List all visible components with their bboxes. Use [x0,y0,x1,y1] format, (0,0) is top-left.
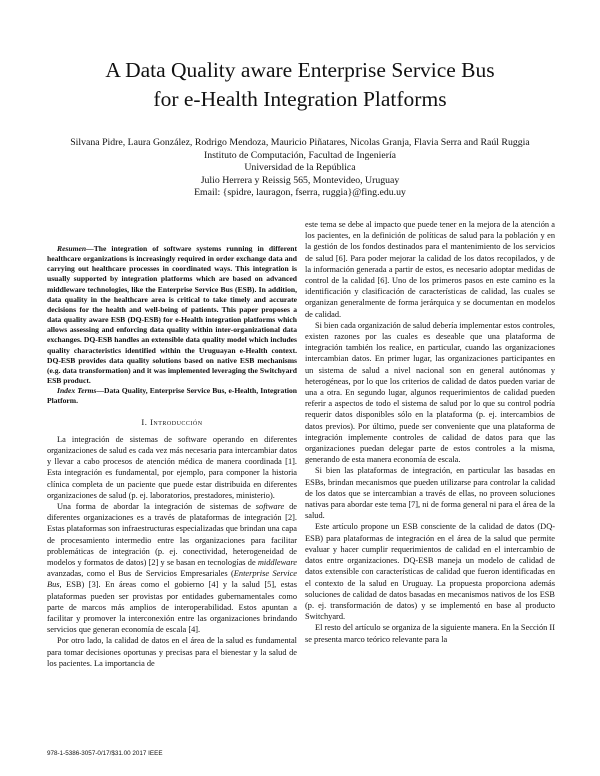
index-terms [47,386,297,406]
section-number: I. [141,416,151,427]
abstract-lead: Resumen [57,244,87,253]
title-line-2: for e-Health Integration Platforms [153,87,447,111]
paragraph-right-1: este tema se debe al impacto que puede tener en la mejora de la atención a los pacientes, en la definición de políticas de salud para la población y en la gestión de los fondos destinados para el mantenimiento de los servicios de salud [6]. Para poder mejorar la calidad de los datos recopilados, y de la información generada a partir de estos, es necesario adoptar medidas de control de la calidad [6]. Uno de los primeros pasos en este camino es la identificación y clasificación de características de calidad, las cuales se organizan generalmente de forma jerárquica y se documentan en modelos de calidad. [305,220,555,319]
emphasis-software: software [255,501,285,511]
affiliation-university: Universidad de la República [244,162,356,173]
emphasis-middleware: middleware [257,557,297,567]
affiliation-institute: Instituto de Computación, Facultad de Ingeniería [203,149,397,161]
abstract [47,244,297,386]
author-list: Silvana Pidre, Laura González, Rodrigo Mendoza, Mauricio Piñatares, Nicolas Granja, Flavia Serra and Raúl Ruggia [70,137,530,148]
paper-title [40,56,560,114]
paragraph-intro-3: Por otro lado, la calidad de datos en el área de la salud es fundamental para tomar decisiones oportunas y precisas para el bienestar y la salud de los pacientes. La importancia de [47,636,297,668]
author-block [20,137,580,200]
index-terms-text: —Data Quality, Enterprise Service Bus, e-Health, Integration Platform. [47,386,297,406]
paragraph-intro-2 [47,501,297,635]
text-run: de diferentes organizaciones es a través de plataformas de integración [2]. Estas plataformas son infraestructuras especializadas que brindan una capa de procesamiento intermedio entre las organizaciones para facilitar problemáticas de integración (p. ej. conectividad, heterogeneidad de modelos y formatos de datos) [2] y se basan en tecnologías de [47,501,298,567]
title-line-1: A Data Quality aware Enterprise Service Bus [105,58,495,82]
paragraph-right-4: Este artículo propone un ESB consciente de la calidad de datos (DQ-ESB) para plataformas de integración en el área de la salud que permite evaluar y hacer cumplir requerimientos de calidad en el intercambio de datos entre organizaciones. DQ-ESB maneja un modelo de calidad de datos extensible con características de calidad que fueron identificadas en el contexto de la salud en Uruguay. La propuesta proporciona además soluciones de calidad de datos basadas en mecanismos nativos de los ESB (p. ej. transformación de datos) y se implementó en base al producto Switchyard. [305,522,555,622]
left-column [47,244,297,669]
paragraph-right-5: El resto del artículo se organiza de la siguiente manera. En la Sección II se presenta marco teórico relevante para la [305,623,555,644]
paragraph-right-2: Si bien cada organización de salud debería implementar estos controles, existen razones por las cuales es deseable que una plataforma de integración también los realice, en particular, cuando las organizaciones intercambian datos. En primer lugar, las organizaciones participantes en un sistema de salud a nivel nacional son en general autónomas y heterogéneas, por lo que los criterios de calidad de datos pueden variar de una a otra. En segundo lugar, algunos requerimientos de calidad pueden referir a aspectos de todo el sistema de salud por lo que su control podría requerir datos disponibles sólo en la plataforma (p. ej. intercambios de datos previos). Por último, puede ser conveniente que una plataforma de integración implemente controles de calidad de datos para que las organizaciones puedan delegar parte de estos controles a la misma, generando de esta manera economía de escala. [305,320,555,465]
paragraph-right-3: Si bien las plataformas de integración, en particular las basadas en ESBs, brindan mecanismos que pueden utilizarse para controlar la calidad de los datos que se intercambian a través de ellas, no proveen soluciones nativas para abordar este tema [7], ni de forma general ni para el área de la salud. [305,466,555,521]
affiliation-address: Julio Herrera y Reissig 565, Montevideo, Uruguay [200,174,400,186]
paragraph-intro-1: La integración de sistemas de software operando en diferentes organizaciones de salud es cada vez más necesaria para intercambiar datos y llevar a cabo procesos de atención médica de manera coordinada [1]. Esta integración es fundamental, por ejemplo, para componer la historia clínica completa de un paciente que puede estar distribuida en diferentes organizaciones de salud (p. ej. laboratorios, prestadores, ministerio). [47,434,297,500]
abstract-text: —The integration of software systems running in different healthcare organizations is increasingly required in order exchange data and carrying out healthcare processes in coordinated ways. This integration is usually supported by integration platforms which are based on advanced middleware technologies, like the Enterprise Service Bus (ESB). In addition, data quality in the healthcare area is critical to take timely and accurate decisions for the health and well-being of patients. This paper proposes a data quality aware ESB (DQ-ESB) for e-Health integration platforms which allows assessing and enforcing data quality within inter-organizational data exchanges. DQ-ESB handles an extensible data quality model which includes quality characteristics identified within the Uruguayan e-Health context. DQ-ESB provides data quality solutions based on native ESB mechanisms (e.g. data transformation) and it was implemented leveraging the Switchyard ESB product. [47,244,297,386]
section-title: Introducción [150,416,203,427]
text-run: , ESB) [3]. En áreas como el gobierno [4] y la salud [5], estas plataformas pueden ser provistas por entidades gubernamentales como parte de marcos más amplios de interoperabilidad. Estos apuntan a facilitar y promover la interconexión entre las organizaciones brindando servicios que generan economía de escala [4]. [47,580,297,635]
section-heading [47,417,297,428]
text-run: avanzadas, como el Bus de Servicios Empresariales ( [47,569,234,579]
text-run: Una forma de abordar la integración de sistemas de [57,501,256,511]
index-terms-lead: Index Terms [57,386,97,396]
emphasis-esb: Enterprise Service Bus [47,569,297,590]
copyright-footer: 978-1-5386-3057-0/17/$31.00 2017 IEEE [47,750,163,757]
affiliation-email: Email: {spidre, lauragon, fserra, ruggia}@fing.edu.uy [194,187,406,198]
right-column [305,219,555,645]
